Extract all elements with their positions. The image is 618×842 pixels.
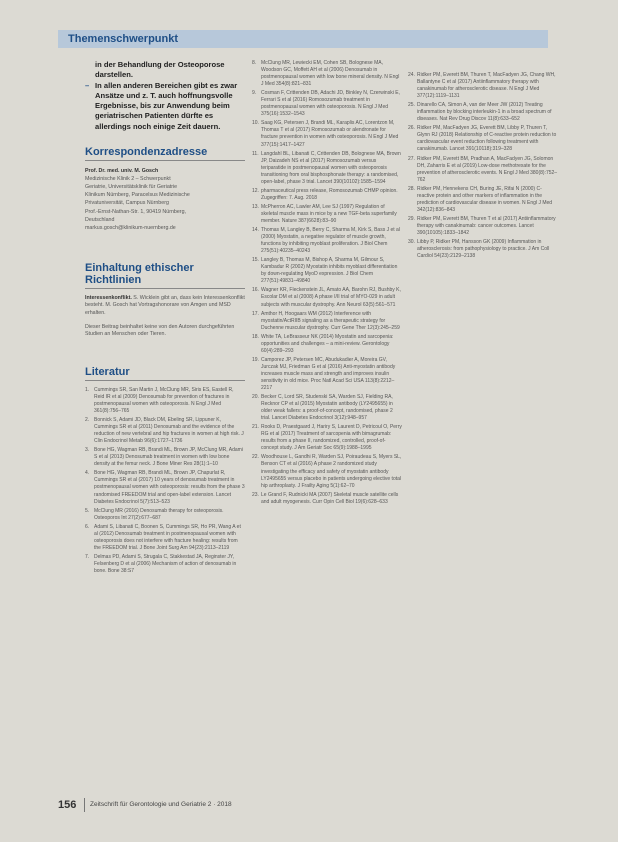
reference-item: 23. Le Grand F, Rudnicki MA (2007) Skeletal muscle satellite cells and adult myogenesis. Curr Opin Cell Biol 19(6):628–633 xyxy=(252,491,399,505)
address-line: Deutschland xyxy=(85,216,115,223)
divider xyxy=(85,380,245,381)
intro-bullets xyxy=(85,60,245,132)
bullet-item: – In allen anderen Bereichen gibt es zwar Ansätze und z. T. auch hoffnungsvolle Ergebnisse, bis zur Anwendung beim geriatrischen Patienten dürfte es allerdings noch einige Zeit dauern. xyxy=(85,81,245,132)
reference-item: 18. White TA, LeBrasseur NK (2014) Myostatin and sarcopenia: opportunities and challenges – a mini-review. Gerontology 60(4):289–293 xyxy=(252,333,394,354)
reference-item: 3. Bone HG, Wagman RB, Brandi ML, Brown JP, McClung MR, Adami S et al (2013) Denosumab treatment in women with low bone density at the femur neck. J Bone Miner Res 28(1):1–10 xyxy=(85,447,243,468)
reference-item: 25. Dinarello CA, Simon A, van der Meer JW (2012) Treating inflammation by blocking interleukin-1 in a broad spectrum of diseases. Nat Rev Drug Discov 11(8):633–652 xyxy=(408,102,552,123)
reference-item: 17. Amthor H, Hoogaars WM (2012) Interference with myostatin/ActRIIB signaling as a therapeutic strategy for Duchenne muscular dystrophy. Curr Gene Ther 12(3):245–259 xyxy=(252,310,400,331)
reference-item: 5. McClung MR (2016) Denosumab therapy for osteoporosis. Osteoporos Int 27(2):677–687 xyxy=(85,507,224,521)
author-name: Prof. Dr. med. univ. M. Gosch xyxy=(85,168,159,175)
section-title: Themenschwerpunkt xyxy=(68,33,179,45)
reference-item: 29. Ridker PM, Everett BM, Thuren T et al (2017) Antiinflammatory therapy with canakinumab: cancer outcomes. Lancet 390(10105):1833–1842 xyxy=(408,215,556,236)
reference-item: 21. Rooks D, Praestgaard J, Hariry S, Laurent D, Petricoul O, Perry RG et al (2017) Treatment of sarcopenia with bimagrumab: results from a phase II, randomized, controlled, proof-of-concept study. J Am Geriatr Soc 65(9):1988–1995 xyxy=(252,424,402,452)
reference-item: 28. Ridker PM, Hennekens CH, Buring JE, Rifai N (2000) C-reactive protein and other markers of inflammation in the prediction of cardiovascular disease in women. N Engl J Med 342(12):836–843 xyxy=(408,185,553,213)
reference-item: 13. McPherron AC, Lawler AM, Lee SJ (1997) Regulation of skeletal muscle mass in mice by a new TGF-beta superfamily member. Nature 387(6628):83–90 xyxy=(252,203,397,224)
divider xyxy=(85,160,245,161)
journal-name: Zeitschrift für Gerontologie und Geriatrie 2 · 2018 xyxy=(90,801,232,808)
reference-item: 16. Wagner KR, Fleckenstein JL, Amato AA, Barohn RJ, Bushby K, Escolar DM et al (2008) A phase I/II trial of MYO-029 in adult subjects with muscular dystrophy. Ann Neurol 63(5):561–571 xyxy=(252,287,401,308)
divider xyxy=(85,288,245,289)
reference-item: 8. McClung MR, Lewiecki EM, Cohen SB, Bolognese MA, Woodson GC, Moffett AH et al (2006) Denosumab in postmenopausal women with low bone mineral density. N Engl J Med 354(8):821–831 xyxy=(252,60,400,88)
reference-item: 20. Becker C, Lord SR, Studenski SA, Warden SJ, Fielding RA, Recknor CP et al (2015) Myostatin antibody (LY2495655) in older weak fallers: a proof-of-concept, randomised, phase 2 trial. Lancet Diabetes Endocrinol 3(12):948–957 xyxy=(252,394,393,422)
reference-item: 1. Cummings SR, San Martin J, McClung MR, Siris ES, Eastell R, Reid IR et al (2009) Denosumab for prevention of fractures in postmenopausal women with osteoporosis. N Engl J Med 361(8):756–765 xyxy=(85,386,234,414)
correspondence-address xyxy=(85,167,245,232)
page-number: 156 xyxy=(58,799,77,811)
reference-item: 7. Delmas PD, Adami S, Strugala C, Stakkestad JA, Reginster JY, Felsenberg D et al (2006) Mechanism of action of denosumab in bone. Bone 38:S7 xyxy=(85,553,237,574)
address-line: Geriatrie, Universitätsklinik für Geriatrie xyxy=(85,184,178,191)
reference-item: 2. Bonnick S, Adami JD, Black DM, Ebeling SR, Lippuner K, Cummings SR et al (2011) Denosumab and the evidence of the reduction of new vertebral and hip fractures in women at high risk. J Clin Endocrinol Metab 96(6):1727–1736 xyxy=(85,417,244,445)
correspondence-heading: Korrespondenzadresse xyxy=(85,146,208,159)
address-line: Medizinische Klinik 2 – Schwerpunkt xyxy=(85,176,171,183)
reference-item: 19. Camporez JP, Petersen MC, Abudukadier A, Moreira GV, Jurczak MJ, Friedman G et al (2016) Anti-myostatin antibody increases muscle mass and strength and improves insulin sensitivity in old mice. Proc Natl Acad Sci USA 113(8):2212–2217 xyxy=(252,356,396,392)
conflict-label: Interessenkonflikt. xyxy=(85,294,132,301)
address-line: Prof.-Ernst-Nathan-Str. 1, 90419 Nürnberg, xyxy=(85,208,186,215)
reference-list xyxy=(408,72,558,260)
reference-item: 30. Libby P, Ridker PM, Hansson GK (2009) Inflammation in atherosclerosis: from pathophysiology to practice. J Am Coll Cardiol 54(23):2129–2138 xyxy=(408,239,550,260)
literature-heading: Literatur xyxy=(85,365,130,378)
reference-item: 12. pharmaceutical press release, Romosozumab CHMP opinion. Zugegriffen: 7. Aug. 2018 xyxy=(252,187,398,201)
address-line: Privatuniversität, Campus Nürnberg xyxy=(85,200,169,207)
address-line: Klinikum Nürnberg, Paracelsus Medizinische xyxy=(85,192,190,199)
header-bar xyxy=(58,30,548,48)
column-left xyxy=(85,60,245,577)
reference-item: 24. Ridker PM, Everett BM, Thuren T, MacFadyen JG, Chang WH, Ballantyne C et al (2017) Antiinflammatory therapy with canakinumab for atherosclerotic disease. N Engl J Med 377(12):1119–1131 xyxy=(408,72,556,100)
reference-item: 27. Ridker PM, Everett BM, Pradhan A, MacFadyen JG, Solomon DH, Zaharris E et al (2019) Low-dose methotrexate for the prevention of atherosclerotic events. N Engl J Med 380(8):752–762 xyxy=(408,155,558,183)
reference-item: 9. Cosman F, Crittenden DB, Adachi JD, Binkley N, Czerwinski E, Ferrari S et al (2016) Romosozumab treatment in postmenopausal women with osteoporosis. N Engl J Med 375(16):1532–1543 xyxy=(252,90,400,118)
reference-item: 11. Langdahl BL, Libanati C, Crittenden DB, Bolognese MA, Brown JP, Daizadeh NS et al (2017) Romosozumab versus teriparatide in postmenopausal women with osteoporosis transitioning from oral bisphosphonate therapy: a randomised, open-label, phase 3 trial. Lancet 390(10102):1585–1594 xyxy=(252,150,401,185)
ethics-heading: Einhaltung ethischer Richtlinien xyxy=(85,261,194,286)
bullet-item: in der Behandlung der Osteoporose darstellen. xyxy=(95,60,225,80)
conflict-text: S. Wicklein gibt an, dass kein Interessenkonflikt besteht. M. Gosch hat Vortragshonorare von Amgen und MSD erhalten. xyxy=(85,294,245,316)
email-link[interactable]: markus.gosch@klinikum-nuernberg.de xyxy=(85,224,176,231)
footer-divider xyxy=(84,798,85,812)
reference-item: 26. Ridker PM, MacFadyen JG, Everett BM, Libby P, Thuren T, Glynn RJ (2018) Relationship of C-reactive protein reduction to cardiovascular event reduction following treatment with canakinumab. Lancet 391(10118):319–328 xyxy=(408,125,557,153)
reference-item: 4. Bone HG, Wagman RB, Brandi ML, Brown JP, Chapurlat R, Cummings SR et al (2017) 10 years of denosumab treatment in postmenopausal women with osteoporosis: results from the phase 3 randomised FREEDOM trial and open-label extension. Lancet Diabetes Endocrinol 5(7):513–523 xyxy=(85,470,245,505)
reference-item: 15. Langley B, Thomas M, Bishop A, Sharma M, Gilmour S, Kambadur R (2002) Myostatin inhibits myoblast differentiation by down-regulating MyoD expression. J Biol Chem 277(51):49831–49840 xyxy=(252,257,398,285)
reference-list xyxy=(252,60,402,506)
reference-list xyxy=(85,387,245,575)
reference-item: 22. Woodhouse L, Gandhi R, Warden SJ, Poiraudeau S, Myers SL, Benson CT et al (2016) A phase 2 randomized study investigating the efficacy and safety of myostatin antibody LY2495655 versus placebo in patients undergoing elective total hip arthroplasty. J Frailty Aging 5(1):62–70 xyxy=(252,454,402,489)
reference-item: 10. Saag KG, Petersen J, Brandi ML, Karaplis AC, Lorentzon M, Thomas T et al (2017) Romosozumab or alendronate for fracture prevention in women with osteoporosis. N Engl J Med 377(15):1417–1427 xyxy=(252,120,399,148)
conflict-statement xyxy=(85,295,245,317)
column-right xyxy=(408,72,558,262)
reference-item: 14. Thomas M, Langley B, Berry C, Sharma M, Kirk S, Bass J et al (2000) Myostatin, a negative regulator of muscle growth, functions by inhibiting myoblast proliferation. J Biol Chem 275(51):40235–40243 xyxy=(252,227,400,255)
ethics-statement: Dieser Beitrag beinhaltet keine von den Autoren durchgeführten Studien an Menschen oder Tieren. xyxy=(85,324,235,338)
column-middle xyxy=(252,60,402,508)
reference-item: 6. Adami S, Libanati C, Boonen S, Cummings SR, Ho PR, Wang A et al (2012) Denosumab treatment in postmenopausal women with osteoporosis does not interfere with fracture healing: results from the FREEDOM trial. J Bone Joint Surg Am 94(23):2113–2119 xyxy=(85,523,241,551)
